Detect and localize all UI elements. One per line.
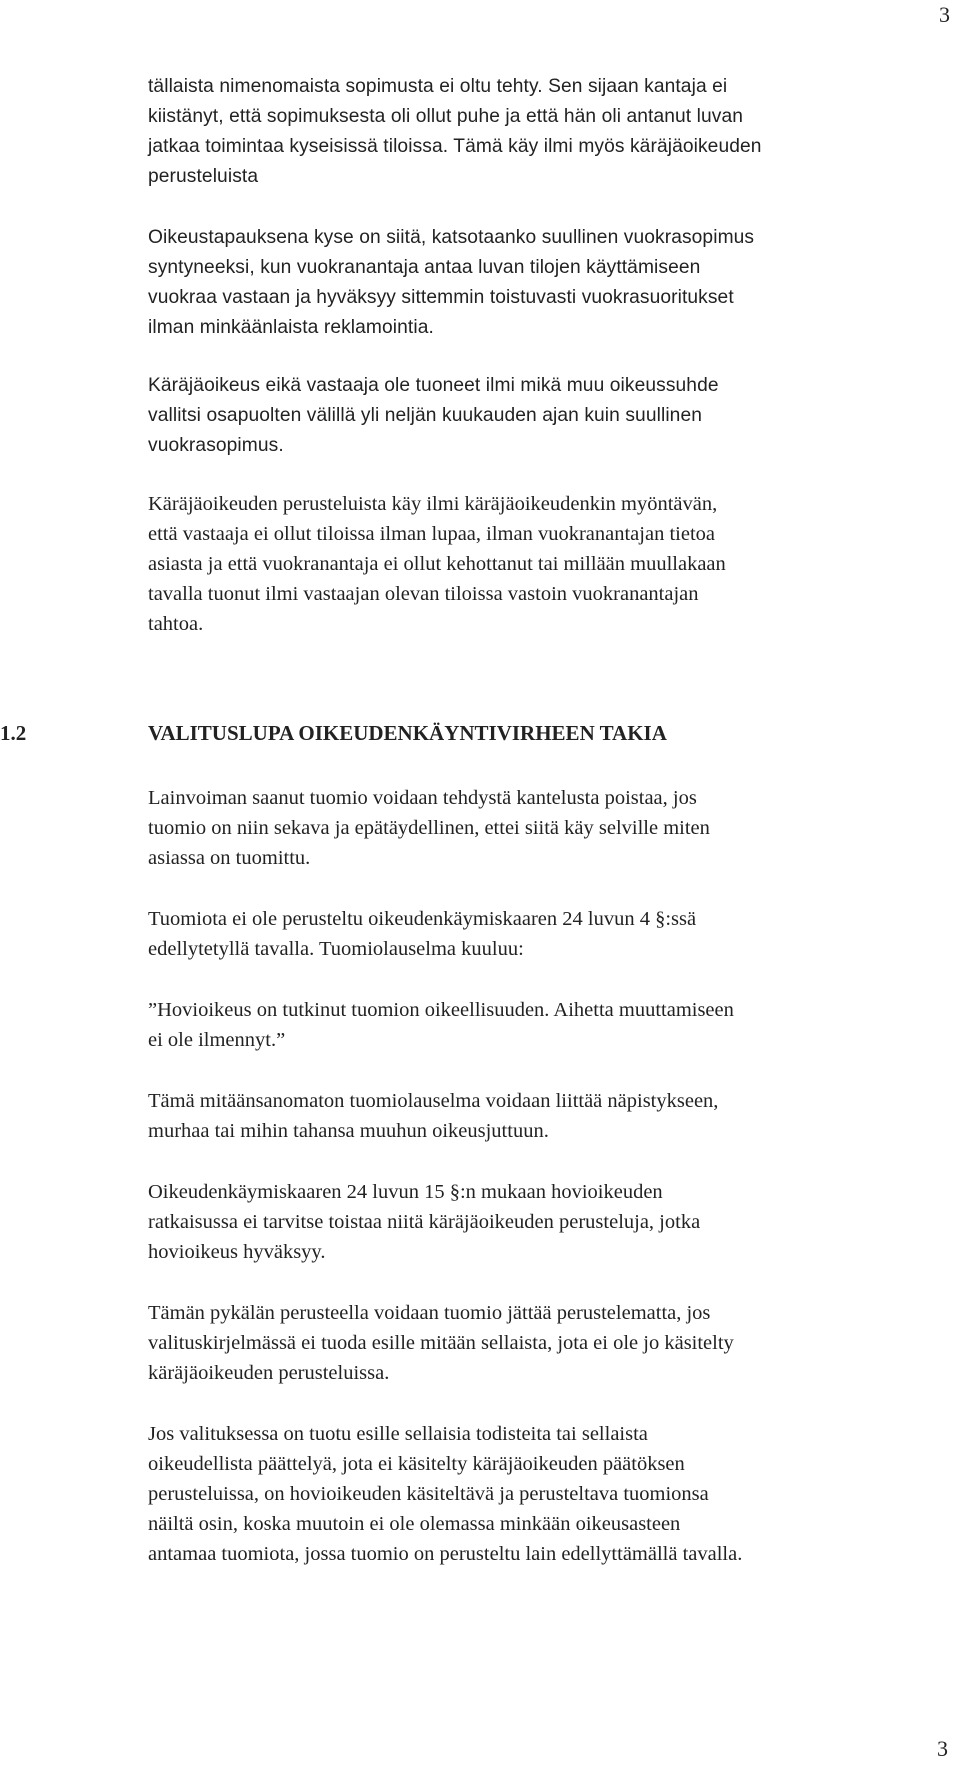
- text-line: ilman minkäänlaista reklamointia.: [148, 317, 434, 338]
- text-line: edellytetyllä tavalla. Tuomiolauselma kuuluu:: [148, 938, 524, 960]
- page-number-top: 3: [939, 2, 950, 27]
- paragraph-7: [148, 1086, 954, 1146]
- paragraph-6: [148, 904, 954, 964]
- text-line: tavalla tuonut ilmi vastaajan olevan tiloissa vastoin vuokranantajan: [148, 583, 699, 605]
- text-line: syntyneeksi, kun vuokranantaja antaa luvan tilojen käyttämiseen: [148, 257, 701, 278]
- text-line: antamaa tuomiota, jossa tuomio on perusteltu lain edellyttämällä tavalla.: [148, 1543, 743, 1565]
- paragraph-1: [148, 72, 954, 192]
- paragraph-9: [148, 1298, 954, 1388]
- text-line: Oikeudenkäymiskaaren 24 luvun 15 §:n mukaan hovioikeuden: [148, 1181, 663, 1203]
- text-line: asiassa on tuomittu.: [148, 847, 311, 869]
- text-line: hovioikeus hyväksyy.: [148, 1241, 326, 1263]
- text-line: että vastaaja ei ollut tiloissa ilman lupaa, ilman vuokranantajan tietoa: [148, 523, 715, 545]
- text-line: ei ole ilmennyt.”: [148, 1029, 286, 1051]
- text-line: asiasta ja että vuokranantaja ei ollut kehottanut tai millään muullakaan: [148, 553, 726, 575]
- text-line: perusteluista: [148, 166, 259, 187]
- section-number: 1.2: [0, 721, 27, 745]
- text-line: jatkaa toimintaa kyseisissä tiloissa. Tämä käy ilmi myös käräjäoikeuden: [148, 136, 762, 157]
- paragraph-2: [148, 223, 954, 343]
- text-line: Lainvoiman saanut tuomio voidaan tehdystä kantelusta poistaa, jos: [148, 787, 697, 809]
- quoted-verdict: [148, 995, 954, 1055]
- text-line: Oikeustapauksena kyse on siitä, katsotaanko suullinen vuokrasopimus: [148, 227, 755, 248]
- text-line: valituskirjelmässä ei tuoda esille mitään sellaista, jota ei ole jo käsitelty: [148, 1332, 734, 1354]
- text-line: oikeudellista päättelyä, jota ei käsitelty käräjäoikeuden päätöksen: [148, 1453, 685, 1475]
- text-line: ratkaisussa ei tarvitse toistaa niitä käräjäoikeuden perusteluja, jotka: [148, 1211, 701, 1233]
- text-line: vuokrasopimus.: [148, 435, 284, 456]
- text-line: näiltä osin, koska muutoin ei ole olemassa minkään oikeusasteen: [148, 1513, 681, 1535]
- text-line: vuokraa vastaan ja hyväksyy sittemmin toistuvasti vuokrasuoritukset: [148, 287, 734, 308]
- text-line: tahtoa.: [148, 613, 204, 635]
- paragraph-3: [148, 371, 954, 461]
- paragraph-8: [148, 1177, 954, 1267]
- text-line: käräjäoikeuden perusteluissa.: [148, 1362, 390, 1384]
- text-line: Tuomiota ei ole perusteltu oikeudenkäymiskaaren 24 luvun 4 §:ssä: [148, 908, 697, 930]
- paragraph-10: [148, 1419, 954, 1569]
- section-title: VALITUSLUPA OIKEUDENKÄYNTIVIRHEEN TAKIA: [148, 721, 667, 745]
- text-line: tällaista nimenomaista sopimusta ei oltu tehty. Sen sijaan kantaja ei: [148, 76, 728, 97]
- text-line: ”Hovioikeus on tutkinut tuomion oikeellisuuden. Aihetta muuttamiseen: [148, 999, 734, 1021]
- upper-text-block: [148, 72, 954, 639]
- page-number-bottom: 3: [937, 1736, 948, 1761]
- text-line: vallitsi osapuolten välillä yli neljän kuukauden ajan kuin suullinen: [148, 405, 702, 426]
- text-line: perusteluissa, on hovioikeuden käsiteltävä ja perusteltava tuomionsa: [148, 1483, 709, 1505]
- text-line: tuomio on niin sekava ja epätäydellinen, ettei siitä käy selville miten: [148, 817, 710, 839]
- paragraph-4: [148, 489, 954, 639]
- text-line: Jos valituksessa on tuotu esille sellaisia todisteita tai sellaista: [148, 1423, 648, 1445]
- text-line: Tämä mitäänsanomaton tuomiolauselma voidaan liittää näpistykseen,: [148, 1090, 719, 1112]
- text-line: Käräjäoikeus eikä vastaaja ole tuoneet ilmi mikä muu oikeussuhde: [148, 375, 719, 396]
- text-line: Käräjäoikeuden perusteluista käy ilmi käräjäoikeudenkin myöntävän,: [148, 493, 718, 515]
- lower-text-block: [148, 783, 954, 1569]
- text-line: murhaa tai mihin tahansa muuhun oikeusjuttuun.: [148, 1120, 549, 1142]
- text-line: Tämän pykälän perusteella voidaan tuomio jättää perustelematta, jos: [148, 1302, 711, 1324]
- text-line: kiistänyt, että sopimuksesta oli ollut puhe ja että hän oli antanut luvan: [148, 106, 744, 127]
- paragraph-5: [148, 783, 954, 873]
